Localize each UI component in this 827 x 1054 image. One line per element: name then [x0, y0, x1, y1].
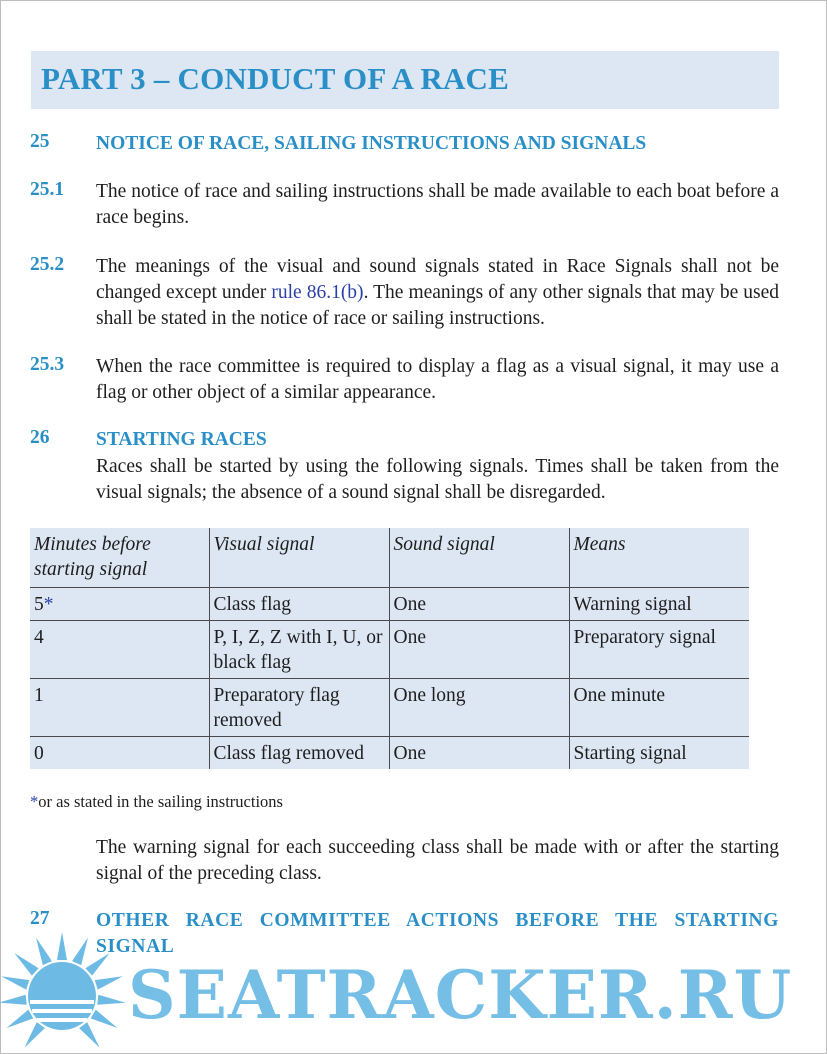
cell-sound: One — [389, 621, 569, 679]
cell-visual: P, I, Z, Z with I, U, or black flag — [209, 621, 389, 679]
cell-minutes: 1 — [30, 679, 209, 737]
cell-minutes: 0 — [34, 743, 44, 764]
rule-number: 25.3 — [30, 354, 65, 375]
cell-means: Warning signal — [569, 588, 749, 621]
cell-visual: Class flag removed — [209, 737, 389, 770]
table-header-row — [30, 528, 749, 588]
rule-number: 25.1 — [30, 179, 65, 200]
cell-sound: One — [389, 737, 569, 770]
header-sound: Sound signal — [389, 528, 569, 588]
header-visual: Visual signal — [209, 528, 389, 588]
rule-text: The warning signal for each succeeding class shall be made with or after the starting signal of the preceding class. — [96, 837, 779, 884]
rule-text: Races shall be started by using the following signals. Times shall be taken from the visual signals; the absence of a sound signal shall be disregarded. — [96, 456, 779, 503]
footnote-star: * — [30, 792, 39, 811]
rule-number: 25.2 — [30, 254, 65, 275]
footnote-star: * — [43, 594, 54, 615]
header-means: Means — [569, 528, 749, 588]
table-row — [30, 588, 749, 621]
table-footnote — [30, 792, 283, 812]
rule-text-before: The meanings of the visual and sound signals stated in Race Signals shall not be changed except under — [96, 256, 779, 303]
rule-number: 26 — [30, 427, 50, 448]
rule-text — [96, 254, 779, 332]
part-header-band — [31, 51, 779, 109]
footnote-text: or as stated in the sailing instructions — [38, 792, 283, 811]
rule-text: When the race committee is required to display a flag as a visual signal, it may use a flag or other object of a similar appearance. — [96, 356, 779, 403]
cell-visual: Class flag — [209, 588, 389, 621]
cell-visual: Preparatory flag removed — [209, 679, 389, 737]
cell-means: One minute — [569, 679, 749, 737]
minutes-value: 5 — [34, 594, 44, 615]
rule-86-1b-link[interactable]: rule 86.1(b) — [271, 282, 364, 303]
rule-text-after: . The meanings of any other signals that may be used shall be stated in the notice of race or sailing instructions. — [96, 282, 780, 329]
starting-signals-table — [30, 528, 749, 769]
table-row — [30, 679, 749, 737]
cell-sound: One — [389, 588, 569, 621]
rule-heading-text: NOTICE OF RACE, SAILING INSTRUCTIONS AND SIGNALS — [96, 133, 647, 154]
table-row — [30, 621, 749, 679]
table-row — [30, 737, 749, 770]
cell-sound: One long — [389, 679, 569, 737]
cell-means: Preparatory signal — [569, 621, 749, 679]
header-minutes: Minutes before starting signal — [30, 528, 209, 588]
rule-text: The notice of race and sailing instructions shall be made available to each boat before a race begins. — [96, 181, 779, 228]
rule-number: 25 — [30, 131, 50, 152]
cell-minutes: 4 — [30, 621, 209, 679]
rule-heading-text: OTHER RACE COMMITTEE ACTIONS BEFORE THE STARTING SIGNAL — [96, 910, 779, 957]
rule-number: 27 — [30, 908, 50, 929]
rule-heading-text: STARTING RACES — [96, 429, 267, 450]
part-title: PART 3 – CONDUCT OF A RACE — [41, 61, 510, 96]
cell-means: Starting signal — [569, 737, 749, 770]
cell-minutes — [30, 588, 209, 621]
watermark-text: SEATRACKER.RU — [128, 956, 793, 1034]
